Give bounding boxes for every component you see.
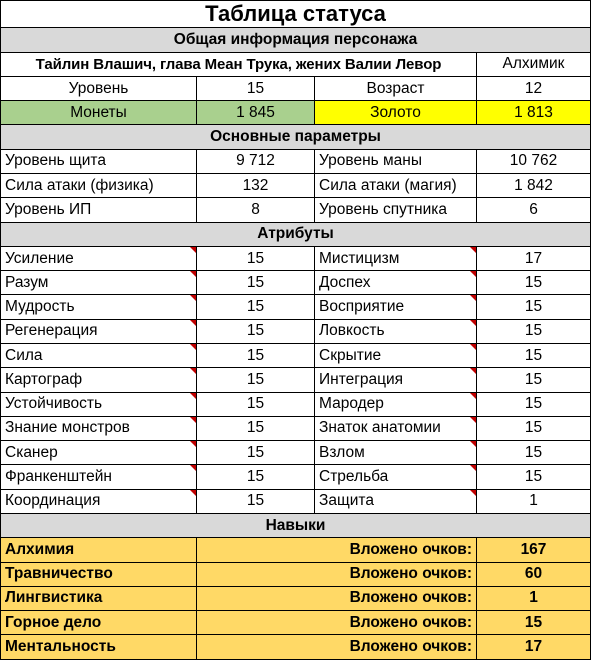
skill-points-label: Вложено очков: — [197, 635, 477, 660]
attribute-value: 1 — [477, 489, 591, 513]
comment-marker-icon — [470, 295, 476, 301]
comment-marker-icon — [470, 417, 476, 423]
attribute-row — [1, 489, 591, 513]
attribute-label — [315, 416, 477, 440]
comment-marker-icon — [470, 247, 476, 253]
page-title: Таблица статуса — [1, 1, 591, 28]
attribute-label — [1, 319, 197, 343]
skill-points-value: 15 — [477, 611, 591, 635]
section-header-attributes: Атрибуты — [1, 222, 591, 246]
attribute-row — [1, 295, 591, 319]
param-label: Уровень маны — [315, 149, 477, 173]
param-value: 10 762 — [477, 149, 591, 173]
comment-marker-icon — [190, 320, 196, 326]
param-label: Уровень ИП — [1, 198, 197, 222]
skill-name: Травничество — [1, 562, 197, 586]
comment-marker-icon — [190, 465, 196, 471]
skill-row — [1, 635, 591, 660]
attribute-label-text: Доспех — [319, 273, 371, 291]
attribute-label — [1, 246, 197, 270]
coins-value: 1 845 — [197, 101, 315, 125]
comment-marker-icon — [190, 417, 196, 423]
comment-marker-icon — [470, 441, 476, 447]
attribute-label-text: Картограф — [5, 370, 83, 388]
skill-points-label: Вложено очков: — [197, 562, 477, 586]
attribute-label-text: Франкенштейн — [5, 468, 112, 486]
skill-points-value: 1 — [477, 586, 591, 610]
attribute-value: 15 — [197, 271, 315, 295]
gold-label: Золото — [315, 101, 477, 125]
skill-row — [1, 611, 591, 635]
attribute-label — [315, 271, 477, 295]
attribute-label-text: Регенерация — [5, 322, 98, 340]
attribute-row — [1, 465, 591, 489]
attribute-value: 17 — [477, 246, 591, 270]
attribute-value: 15 — [197, 295, 315, 319]
skill-row — [1, 562, 591, 586]
level-age-row — [1, 76, 591, 100]
attribute-label-text: Стрельба — [319, 468, 389, 486]
comment-marker-icon — [470, 490, 476, 496]
attribute-label-text: Интеграция — [319, 370, 404, 388]
section-header-general: Общая информация персонажа — [1, 28, 591, 52]
section-row-skills — [1, 513, 591, 537]
attribute-label-text: Скрытие — [319, 346, 382, 364]
attribute-label — [1, 465, 197, 489]
attribute-label — [315, 392, 477, 416]
param-label: Уровень щита — [1, 149, 197, 173]
skill-points-value: 17 — [477, 635, 591, 660]
attribute-value: 15 — [197, 246, 315, 270]
attribute-value: 15 — [197, 392, 315, 416]
age-label: Возраст — [315, 76, 477, 100]
attribute-label — [1, 489, 197, 513]
comment-marker-icon — [190, 271, 196, 277]
attribute-label — [315, 246, 477, 270]
character-name-row — [1, 52, 591, 76]
comment-marker-icon — [190, 344, 196, 350]
comment-marker-icon — [470, 344, 476, 350]
skill-points-label: Вложено очков: — [197, 611, 477, 635]
attribute-label — [1, 271, 197, 295]
skill-name: Ментальность — [1, 635, 197, 660]
param-label: Уровень спутника — [315, 198, 477, 222]
attribute-label — [315, 465, 477, 489]
attribute-value: 15 — [477, 271, 591, 295]
status-table-body — [1, 1, 591, 660]
attribute-row — [1, 319, 591, 343]
param-row — [1, 198, 591, 222]
comment-marker-icon — [470, 393, 476, 399]
attribute-label — [315, 368, 477, 392]
attribute-row — [1, 441, 591, 465]
attribute-label-text: Координация — [5, 492, 101, 510]
title-row — [1, 1, 591, 28]
attribute-label — [315, 343, 477, 367]
section-row-general — [1, 28, 591, 52]
param-value: 132 — [197, 174, 315, 198]
section-header-skills: Навыки — [1, 513, 591, 537]
comment-marker-icon — [190, 490, 196, 496]
comment-marker-icon — [470, 320, 476, 326]
attribute-row — [1, 271, 591, 295]
attribute-row — [1, 246, 591, 270]
attribute-value: 15 — [477, 441, 591, 465]
param-row — [1, 149, 591, 173]
attribute-value: 15 — [477, 465, 591, 489]
attribute-value: 15 — [197, 441, 315, 465]
attribute-label — [1, 368, 197, 392]
attribute-label — [1, 416, 197, 440]
attribute-value: 15 — [477, 343, 591, 367]
attribute-label — [1, 392, 197, 416]
param-label: Сила атаки (магия) — [315, 174, 477, 198]
attribute-label — [315, 489, 477, 513]
comment-marker-icon — [190, 368, 196, 374]
section-row-attributes — [1, 222, 591, 246]
attribute-label-text: Усиление — [5, 249, 74, 267]
attribute-label — [315, 319, 477, 343]
attribute-label-text: Мудрость — [5, 298, 75, 316]
comment-marker-icon — [470, 271, 476, 277]
section-row-main-params — [1, 125, 591, 149]
skill-name: Горное дело — [1, 611, 197, 635]
skill-row — [1, 538, 591, 562]
gold-value: 1 813 — [477, 101, 591, 125]
attribute-value: 15 — [197, 489, 315, 513]
attribute-value: 15 — [197, 343, 315, 367]
skill-points-value: 167 — [477, 538, 591, 562]
attribute-label — [1, 441, 197, 465]
param-row — [1, 174, 591, 198]
skill-points-value: 60 — [477, 562, 591, 586]
level-label: Уровень — [1, 76, 197, 100]
attribute-label-text: Сила — [5, 346, 43, 364]
age-value: 12 — [477, 76, 591, 100]
attribute-value: 15 — [477, 319, 591, 343]
attribute-label-text: Знаток анатомии — [319, 419, 441, 437]
attribute-value: 15 — [477, 392, 591, 416]
attribute-value: 15 — [197, 319, 315, 343]
attribute-value: 15 — [477, 368, 591, 392]
attribute-label-text: Мистицизм — [319, 249, 400, 267]
character-class: Алхимик — [477, 52, 591, 76]
level-value: 15 — [197, 76, 315, 100]
param-value: 1 842 — [477, 174, 591, 198]
attribute-label-text: Защита — [319, 492, 374, 510]
attribute-label — [1, 343, 197, 367]
param-value: 8 — [197, 198, 315, 222]
comment-marker-icon — [470, 465, 476, 471]
comment-marker-icon — [470, 368, 476, 374]
attribute-value: 15 — [197, 465, 315, 489]
attribute-value: 15 — [477, 416, 591, 440]
section-header-main-params: Основные параметры — [1, 125, 591, 149]
comment-marker-icon — [190, 393, 196, 399]
comment-marker-icon — [190, 295, 196, 301]
attribute-label-text: Восприятие — [319, 298, 405, 316]
coins-label: Монеты — [1, 101, 197, 125]
skill-name: Лингвистика — [1, 586, 197, 610]
attribute-label — [315, 295, 477, 319]
attribute-value: 15 — [477, 295, 591, 319]
comment-marker-icon — [190, 247, 196, 253]
attribute-label — [1, 295, 197, 319]
currency-row — [1, 101, 591, 125]
skill-points-label: Вложено очков: — [197, 538, 477, 562]
attribute-label-text: Сканер — [5, 443, 58, 461]
attribute-label-text: Мародер — [319, 395, 384, 413]
skill-points-label: Вложено очков: — [197, 586, 477, 610]
attribute-label-text: Ловкость — [319, 322, 385, 340]
attribute-row — [1, 343, 591, 367]
attribute-label-text: Устойчивость — [5, 395, 103, 413]
comment-marker-icon — [190, 441, 196, 447]
attribute-row — [1, 392, 591, 416]
param-value: 9 712 — [197, 149, 315, 173]
param-value: 6 — [477, 198, 591, 222]
attribute-value: 15 — [197, 416, 315, 440]
attribute-row — [1, 368, 591, 392]
skill-name: Алхимия — [1, 538, 197, 562]
character-name: Тайлин Влашич, глава Меан Трука, жених Валии Левор — [1, 52, 477, 76]
attribute-value: 15 — [197, 368, 315, 392]
attribute-label-text: Разум — [5, 273, 49, 291]
param-label: Сила атаки (физика) — [1, 174, 197, 198]
skill-row — [1, 586, 591, 610]
attribute-label-text: Знание монстров — [5, 419, 130, 437]
attribute-label-text: Взлом — [319, 443, 365, 461]
attribute-row — [1, 416, 591, 440]
attribute-label — [315, 441, 477, 465]
